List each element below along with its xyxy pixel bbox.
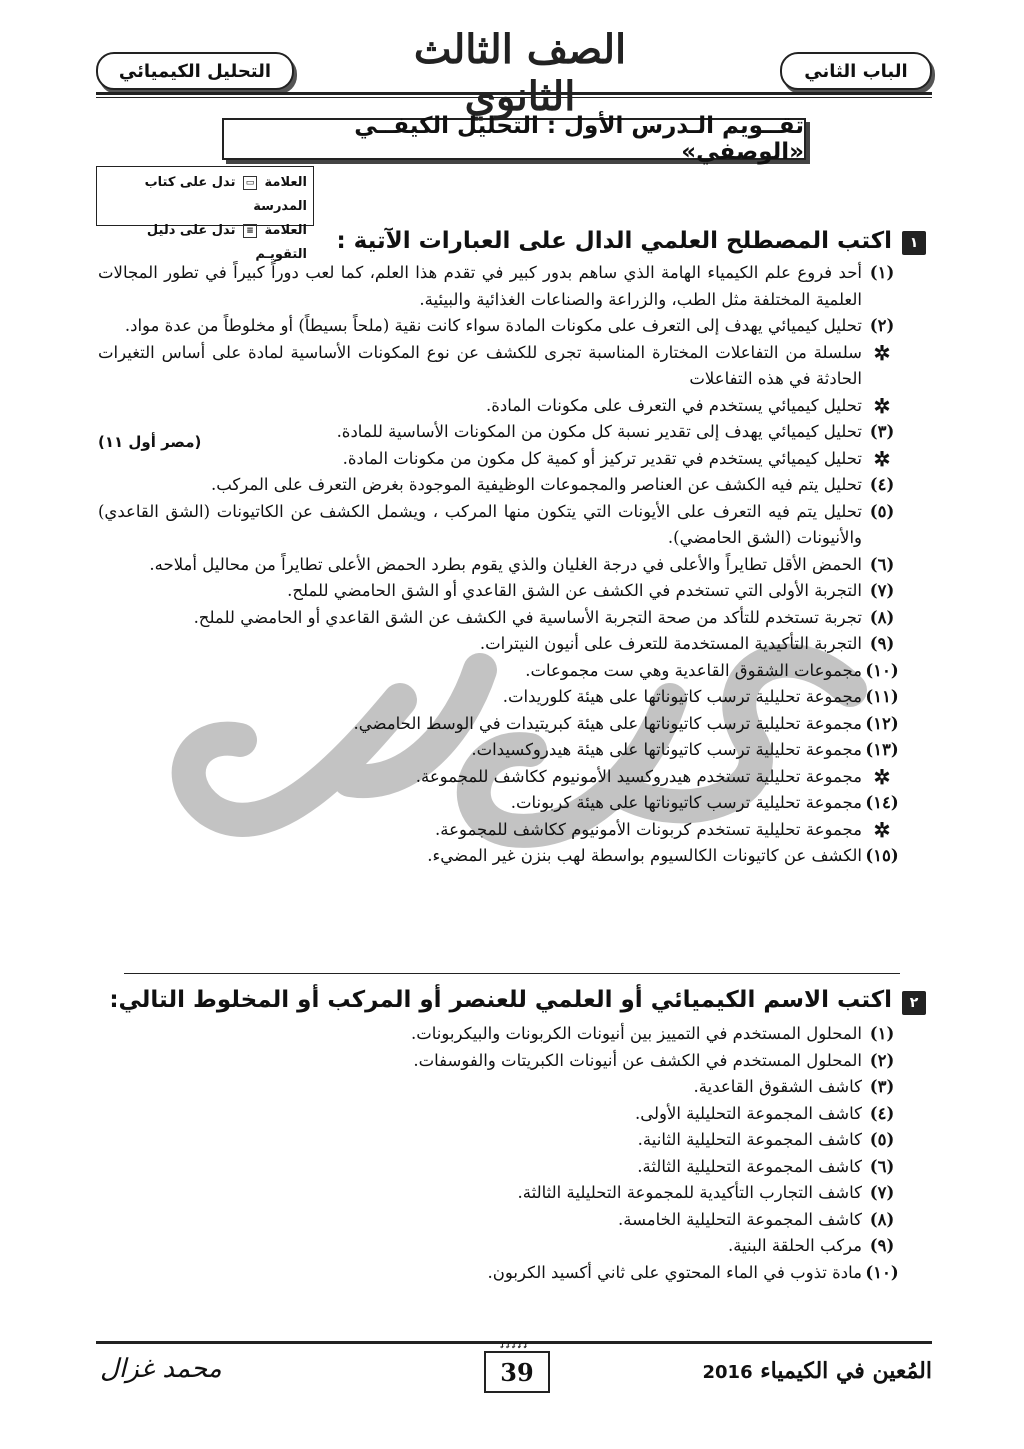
list-item bbox=[98, 1233, 902, 1260]
list-item bbox=[98, 1101, 902, 1128]
item-text: أحد فروع علم الكيمياء الهامة الذي ساهم بدور كبير في تقدم هذا العلم، كما لعب دوراً كبيراً في تطور المجالات العلمية المختلفة مثل الطب، والزراعة والصناعات الغذائية والبيئية. bbox=[98, 263, 862, 309]
exam-source-note: (مصر أول ١١) bbox=[98, 433, 202, 451]
item-number: (١٣) bbox=[865, 740, 899, 759]
item-text: تحليل كيميائي يهدف إلى تقدير نسبة كل مكون من المكونات الأساسية للمادة. bbox=[336, 422, 862, 441]
legend-row-school-book bbox=[103, 171, 307, 219]
item-number: (١) bbox=[869, 263, 895, 282]
item-text: الكشف عن كاتيونات الكالسيوم بواسطة لهب بنزن غير المضيء. bbox=[427, 846, 862, 865]
edition-year: 2016 bbox=[702, 1362, 753, 1383]
item-text: مجموعة تحليلية تستخدم هيدروكسيد الأمونيوم ككاشف للمجموعة. bbox=[415, 766, 862, 786]
asterisk-icon: ✲ bbox=[873, 393, 891, 418]
item-text: كاشف المجموعة التحليلية الخامسة. bbox=[618, 1209, 862, 1229]
item-number: (١٥) bbox=[865, 846, 899, 865]
item-text: كاشف المجموعة التحليلية الأولى. bbox=[634, 1103, 862, 1123]
book-name bbox=[695, 1358, 933, 1384]
asterisk-icon: ✲ bbox=[873, 340, 891, 365]
item-text: كاشف التجارب التأكيدية للمجموعة التحليلية الثالثة. bbox=[517, 1183, 862, 1202]
item-number: (٢) bbox=[869, 316, 895, 335]
item-text: مجموعة تحليلية ترسب كاتيوناتها على هيئة كبريتيدات في الوسط الحامضي. bbox=[353, 713, 862, 733]
list-item bbox=[98, 764, 902, 791]
list-item bbox=[98, 1180, 902, 1207]
header-rule bbox=[96, 92, 932, 95]
section-title: اكتب الاسم الكيميائي أو العلمي للعنصر أو المركب أو المخلوط التالي: bbox=[109, 987, 892, 1013]
legend-label: العلامة bbox=[264, 175, 307, 190]
item-text: مادة تذوب في الماء المحتوي على ثاني أكسيد الكربون. bbox=[487, 1262, 862, 1282]
item-text: تجربة تستخدم للتأكد من صحة التجربة الأساسية في الكشف عن الشق القاعدي أو الحامضي للملح. bbox=[193, 607, 862, 627]
list-item bbox=[98, 578, 902, 605]
item-number: (١) bbox=[869, 1024, 895, 1043]
item-text: مجموعة تحليلية ترسب كاتيوناتها على هيئة هيدروكسيدات. bbox=[471, 740, 862, 759]
item-number: (٩) bbox=[869, 1236, 895, 1255]
legend-label: العلامة bbox=[264, 223, 307, 238]
asterisk-icon: ✲ bbox=[873, 446, 891, 471]
unit-label: التحليل الكيميائي bbox=[96, 52, 294, 90]
list-item bbox=[98, 605, 902, 632]
item-number: (٨) bbox=[869, 607, 895, 627]
item-number: (٣) bbox=[869, 1077, 895, 1096]
item-number: (١١) bbox=[865, 687, 899, 706]
section-divider bbox=[124, 973, 900, 974]
item-number: (٣) bbox=[869, 422, 895, 441]
header-rule-thin bbox=[96, 97, 932, 98]
item-text: مركب الحلقة البنية. bbox=[727, 1236, 862, 1255]
list-item bbox=[98, 1074, 902, 1101]
item-text: تحليل كيميائي يستخدم في التعرف على مكونات المادة. bbox=[486, 395, 862, 415]
asterisk-icon: ✲ bbox=[873, 764, 891, 789]
item-number: (٥) bbox=[869, 501, 895, 521]
list-item bbox=[98, 1127, 902, 1154]
item-text: التجربة الأولى التي تستخدم في الكشف عن الشق القاعدي أو الشق الحامضي للملح. bbox=[287, 581, 862, 600]
author-signature: محمد غزال bbox=[100, 1354, 222, 1384]
list-item bbox=[98, 631, 902, 658]
item-text: كاشف المجموعة التحليلية الثالثة. bbox=[637, 1156, 862, 1176]
item-number: (٢) bbox=[869, 1050, 895, 1070]
item-text: الحمض الأقل تطايراً والأعلى في درجة الغليان والذي يقوم بطرد الحمض الأعلى تطايراً من محاليل أملاحه. bbox=[149, 554, 862, 574]
item-number: (٤) bbox=[869, 1103, 895, 1123]
item-text: مجموعة تحليلية ترسب كاتيوناتها على هيئة كربونات. bbox=[510, 793, 862, 812]
list-item bbox=[98, 684, 902, 711]
section2-list bbox=[98, 1021, 902, 1286]
list-item bbox=[98, 1154, 902, 1181]
item-text: سلسلة من التفاعلات المختارة المناسبة تجرى للكشف عن نوع المكونات الأساسية لمادة على أساس التغيرات الحادثة في هذه التفاعلات bbox=[98, 342, 862, 388]
section1-list bbox=[98, 260, 902, 870]
list-item bbox=[98, 499, 902, 552]
list-item bbox=[98, 658, 902, 685]
item-number: (٩) bbox=[869, 634, 895, 653]
item-number: (٦) bbox=[869, 554, 895, 574]
item-text: مجموعات الشقوق القاعدية وهي ست مجموعات. bbox=[525, 660, 862, 680]
section-number: ٢ bbox=[902, 991, 926, 1015]
document-icon: ≡ bbox=[243, 224, 257, 238]
item-number: (٤) bbox=[869, 475, 895, 494]
item-text: كاشف المجموعة التحليلية الثانية. bbox=[637, 1130, 862, 1149]
list-item bbox=[98, 817, 902, 844]
list-item bbox=[98, 446, 902, 473]
list-item bbox=[98, 313, 902, 340]
page-number-ornament: ꭉꭉꭉꭉꭉ bbox=[500, 1340, 530, 1351]
item-number: (٥) bbox=[869, 1130, 895, 1149]
item-text: تحليل كيميائي يستخدم في تقدير تركيز أو كمية كل مكون من مكونات المادة. bbox=[342, 448, 862, 468]
list-item bbox=[98, 1021, 902, 1048]
item-text: تحليل يتم فيه التعرف على الأيونات التي يتكون منها المركب ، ويشمل الكشف عن الكاتيونات (الشق القاعدي) والأنيونات (الشق الحامضي). bbox=[98, 501, 862, 547]
list-item bbox=[98, 419, 902, 446]
lesson-title: تقــويم الـدرس الأول : التحليل الكيفــي «الوصفي» bbox=[222, 118, 806, 160]
book-title: المُعين في الكيمياء bbox=[760, 1358, 932, 1384]
item-number: (٧) bbox=[869, 1183, 895, 1202]
chapter-label: الباب الثاني bbox=[780, 52, 932, 90]
list-item bbox=[98, 1207, 902, 1234]
item-text: المحلول المستخدم في الكشف عن أنيونات الكبريتات والفوسفات. bbox=[413, 1050, 862, 1070]
item-text: المحلول المستخدم في التمييز بين أنيونات الكربونات والبيكربونات. bbox=[410, 1024, 862, 1043]
item-text: تحليل كيميائي يهدف إلى التعرف على مكونات المادة سواء كانت نقية (ملحاً بسيطاً) أو مخلوطاً من عدة مواد. bbox=[124, 316, 862, 335]
list-item bbox=[98, 790, 902, 817]
item-number: (١٠) bbox=[865, 1262, 899, 1282]
item-text: التجربة التأكيدية المستخدمة للتعرف على أنيون النيترات. bbox=[479, 634, 862, 653]
item-text: كاشف الشقوق القاعدية. bbox=[693, 1077, 862, 1096]
list-item bbox=[98, 552, 902, 579]
item-number: (٦) bbox=[869, 1156, 895, 1176]
list-item bbox=[98, 711, 902, 738]
list-item bbox=[98, 340, 902, 393]
list-item bbox=[98, 260, 902, 313]
list-item bbox=[98, 1048, 902, 1075]
asterisk-icon: ✲ bbox=[873, 817, 891, 842]
legend-meaning: تدل على كتاب المدرسة bbox=[144, 175, 307, 214]
item-number: (٨) bbox=[869, 1209, 895, 1229]
page-number: 39 bbox=[484, 1351, 550, 1393]
list-item bbox=[98, 737, 902, 764]
list-item bbox=[98, 472, 902, 499]
item-number: (١٤) bbox=[865, 793, 899, 812]
item-number: (٧) bbox=[869, 581, 895, 600]
section-title: اكتب المصطلح العلمي الدال على العبارات الآتية : bbox=[336, 228, 892, 254]
item-number: (١٢) bbox=[865, 713, 899, 733]
item-text: تحليل يتم فيه الكشف عن العناصر والمجموعات الوظيفية الموجودة بغرض التعرف على المركب. bbox=[210, 475, 862, 494]
item-number: (١٠) bbox=[865, 660, 899, 680]
item-text: مجموعة تحليلية ترسب كاتيوناتها على هيئة كلوريدات. bbox=[502, 687, 862, 706]
list-item bbox=[98, 1260, 902, 1287]
legend-box bbox=[96, 166, 314, 262]
legend-meaning: تدل على دليل التقويـم bbox=[146, 223, 307, 262]
list-item bbox=[98, 393, 902, 420]
book-icon: ▭ bbox=[243, 176, 257, 190]
grade-title: الصف الثالث الثانوي bbox=[413, 26, 627, 120]
list-item bbox=[98, 843, 902, 870]
section-number: ١ bbox=[902, 231, 926, 255]
item-text: مجموعة تحليلية تستخدم كربونات الأمونيوم ككاشف للمجموعة. bbox=[435, 819, 862, 839]
